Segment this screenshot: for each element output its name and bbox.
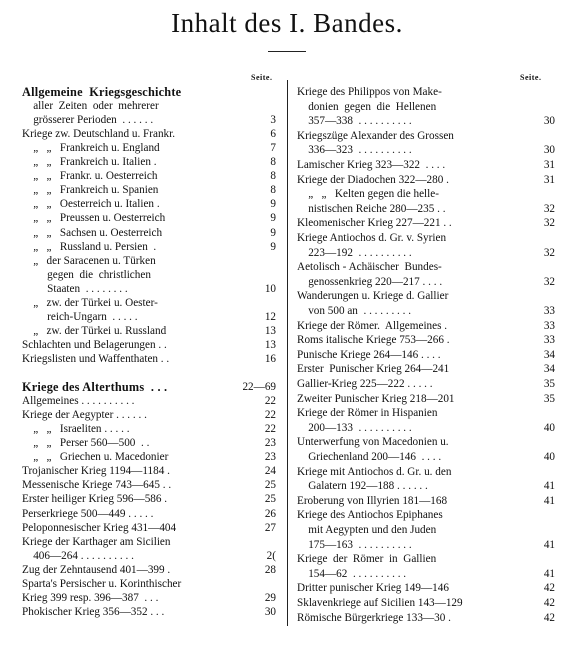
toc-entry-page: 34 [543, 363, 555, 376]
toc-entry-text: „ „ Oesterreich u. Italien . [22, 198, 160, 211]
toc-entry-page: 34 [543, 348, 555, 361]
toc-entry-text: Eroberung von Illyrien 181—168 [297, 494, 448, 507]
toc-entry-text: Kriege zw. Deutschland u. Frankr. [22, 128, 176, 141]
toc-entry-text: „ „ Perser 560—500 . . [22, 437, 150, 450]
toc-entry-text: Kleomenischer Krieg 227—221 . . [297, 217, 452, 230]
toc-entry-text: Kriegszüge Alexander des Grossen [297, 129, 454, 142]
left-page-column-header: Seite. [251, 73, 273, 82]
toc-entry-text: Gallier-Krieg 225—222 . . . . . [297, 378, 433, 390]
toc-entry-text: Schlachten und Belagerungen . . [22, 338, 167, 351]
toc-entry-page: 22—69 [242, 381, 276, 394]
toc-entry-text: Kriegslisten und Waffenthaten . . [22, 352, 170, 365]
toc-entry-page: 33 [543, 305, 555, 317]
toc-entry-text: „ „ Sachsen u. Oesterreich [22, 226, 163, 239]
toc-entry-text: Kriege der Römer. Allgemeines . [297, 319, 448, 332]
toc-entry-page: 40 [543, 421, 555, 434]
toc-entry-text: Kriege mit Antiochos d. Gr. u. den [297, 465, 452, 478]
toc-entry-text: Kriege der Aegypter . . . . . . [22, 409, 147, 422]
toc-entry-text: 200—133 . . . . . . . . . . [297, 421, 412, 434]
toc-entry-text: reich-Ungarn . . . . . [22, 310, 138, 323]
toc-entry-page: 23 [264, 451, 276, 464]
toc-entry-text: Phokischer Krieg 356—352 . . . [22, 605, 165, 618]
toc-entry-text: „ „ Preussen u. Oesterreich [22, 212, 166, 225]
toc-entry-page: 9 [270, 198, 276, 211]
toc-entry-page: 9 [270, 240, 276, 253]
toc-entry-text: „ „ Russland u. Persien . [22, 240, 157, 253]
toc-entry-page: 2( [266, 549, 276, 562]
toc-entry-text: von 500 an . . . . . . . . . [297, 305, 412, 317]
column-divider [287, 80, 288, 626]
toc-entry-page: 35 [543, 378, 555, 390]
toc-entry-text: Peloponnesischer Krieg 431—404 [22, 521, 177, 534]
toc-entry-page: 27 [264, 521, 276, 534]
toc-entry-text: „ „ Griechen u. Macedonier [22, 451, 169, 464]
toc-entry-text: Messenische Kriege 743—645 . . [22, 479, 172, 492]
toc-entry-text: Kriege der Römer in Gallien [297, 553, 437, 566]
toc-entry-text: Kriege des Philippos von Make- [297, 86, 442, 98]
toc-entry-text: „ zw. der Türkei u. Russland [22, 324, 167, 337]
toc-entry-text: Sparta's Persischer u. Korinthischer [22, 577, 182, 590]
toc-entry-page: 9 [270, 226, 276, 239]
toc-entry-text: donien gegen die Hellenen [297, 100, 437, 113]
toc-entry-text: „ „ Israeliten . . . . . [22, 423, 130, 436]
toc-entry-page: 3 [270, 114, 276, 127]
toc-entry-page: 23 [264, 437, 276, 450]
toc-entry-text: Krieg 399 resp. 396—387 . . . [22, 591, 159, 604]
toc-entry-text: Kriege Antiochos d. Gr. v. Syrien [297, 232, 447, 244]
toc-entry-page: 42 [543, 611, 555, 624]
toc-entry-text: gegen die christlichen [22, 268, 151, 281]
toc-entry-page: 22 [264, 423, 276, 436]
toc-entry-page: 35 [543, 392, 555, 405]
toc-entry-text: Roms italische Kriege 753—266 . [297, 334, 450, 347]
toc-entry-page: 30 [264, 605, 276, 618]
right-page-column-header: Seite. [520, 73, 542, 82]
toc-entry-text: Wanderungen u. Kriege d. Gallier [297, 290, 449, 303]
toc-entry-page: 8 [270, 156, 276, 169]
toc-entry-page: 32 [543, 275, 555, 288]
toc-entry-text: Zweiter Punischer Krieg 218—201 [297, 392, 455, 405]
toc-entry-text: Erster heiliger Krieg 596—586 . [22, 493, 168, 506]
toc-entry-page: 9 [270, 212, 276, 225]
toc-entry-text: 175—163 . . . . . . . . . . [297, 538, 412, 551]
toc-entry-text: Dritter punischer Krieg 149—146 [297, 582, 449, 595]
toc-entry-page: 30 [543, 115, 555, 128]
toc-entry-page: 7 [270, 142, 276, 155]
toc-entry-text: Zug der Zehntausend 401—399 . [22, 563, 171, 576]
toc-entry-page: 26 [264, 507, 276, 520]
toc-entry-text: Griechenland 200—146 . . . . [297, 451, 442, 463]
toc-entry-text: Unterwerfung von Macedonien u. [297, 436, 449, 449]
toc-entry-page: 33 [543, 319, 555, 332]
toc-entry-page: 8 [270, 170, 276, 183]
toc-entry-page: 29 [264, 591, 276, 604]
toc-entry-text: Erster Punischer Krieg 264—241 [297, 363, 450, 376]
toc-entry-text: Galatern 192—188 . . . . . . [297, 480, 428, 493]
toc-entry-text: 336—323 . . . . . . . . . . [297, 144, 412, 157]
toc-entry-page: 31 [543, 159, 555, 171]
toc-entry-text: Allgemeines . . . . . . . . . . [22, 395, 135, 408]
toc-entry-text: „ „ Kelten gegen die helle- [297, 188, 439, 201]
toc-entry-page: 8 [270, 184, 276, 197]
toc-entry-text: „ zw. der Türkei u. Oester- [22, 296, 158, 309]
toc-entry-text: Perserkriege 500—449 . . . . . [22, 507, 154, 520]
toc-entry-page: 40 [543, 451, 555, 463]
toc-entry-page: 22 [264, 409, 276, 422]
toc-entry-page: 32 [543, 202, 555, 215]
toc-entry-page: 6 [270, 128, 276, 141]
toc-entry-page: 10 [264, 282, 276, 295]
toc-entry-text: „ „ Frankreich u. England [22, 142, 160, 155]
toc-entry-page: 28 [264, 563, 276, 576]
toc-entry-text: Allgemeine Kriegsgeschichte [22, 85, 182, 99]
toc-entry-page: 22 [264, 395, 276, 408]
toc-entry-page: 25 [264, 493, 276, 506]
toc-entry-text: grösserer Perioden . . . . . . [22, 114, 154, 127]
toc-entry-page: 32 [543, 246, 555, 259]
toc-entry-page: 24 [264, 465, 276, 478]
toc-entry-text: Trojanischer Krieg 1194—1184 . [22, 465, 170, 478]
toc-entry-text: Aetolisch - Achäischer Bundes- [297, 261, 442, 274]
toc-entry-text: „ „ Frankreich u. Italien . [22, 156, 157, 169]
toc-entry-text: Kriege der Römer in Hispanien [297, 407, 438, 420]
title-rule [268, 51, 306, 52]
toc-entry-text: Kriege der Diadochen 322—280 . [297, 173, 449, 186]
toc-entry-text: Lamischer Krieg 323—322 . . . . [297, 159, 446, 171]
toc-entry-text: „ „ Frankreich u. Spanien [22, 184, 159, 197]
toc-entry-page: 33 [543, 334, 555, 347]
toc-entry-page: 16 [264, 352, 276, 365]
toc-entry-page: 42 [543, 582, 555, 595]
toc-entry-page: 42 [543, 597, 555, 609]
toc-entry-text: aller Zeiten oder mehrerer [22, 100, 159, 113]
toc-entry-page: 31 [543, 173, 555, 186]
toc-entry-text: Punische Kriege 264—146 . . . . [297, 348, 441, 361]
toc-entry-text: Kriege der Karthager am Sicilien [22, 535, 171, 548]
toc-entry-page: 41 [543, 480, 555, 493]
toc-entry-page: 13 [264, 324, 276, 337]
toc-entry-text: Römische Bürgerkriege 133—30 . [297, 611, 451, 624]
toc-entry-page: 32 [543, 217, 555, 230]
toc-entry-page: 30 [543, 144, 555, 157]
toc-entry-page: 41 [543, 538, 555, 551]
toc-entry-page: 41 [543, 494, 555, 507]
toc-entry-text: Kriege des Antiochos Epiphanes [297, 509, 443, 522]
toc-entry-text: 223—192 . . . . . . . . . . [297, 246, 412, 259]
toc-entry-text: genossenkrieg 220—217 . . . . [297, 275, 443, 288]
toc-entry-text: Staaten . . . . . . . . [22, 282, 128, 295]
toc-entry-text: nistischen Reiche 280—235 . . [297, 202, 446, 215]
toc-entry-text: 154—62 . . . . . . . . . . [297, 567, 407, 580]
toc-entry-text: Sklavenkriege auf Sicilien 143—129 [297, 597, 463, 609]
toc-entry-text: „ „ Frankr. u. Oesterreich [22, 170, 158, 183]
toc-entry-page: 12 [264, 310, 276, 323]
toc-entry-page: 13 [264, 338, 276, 351]
toc-entry-page: 25 [264, 479, 276, 492]
toc-entry-text: Kriege des Alterthums . . . [22, 380, 168, 395]
toc-entry-text: „ der Saracenen u. Türken [22, 254, 156, 267]
toc-entry-page: 41 [543, 567, 555, 580]
toc-entry-text: mit Aegypten und den Juden [297, 524, 437, 536]
toc-entry-text: 406—264 . . . . . . . . . . [22, 549, 134, 562]
toc-entry-text: 357—338 . . . . . . . . . . [297, 115, 412, 128]
page-title: Inhalt des I. Bandes. [171, 8, 403, 38]
